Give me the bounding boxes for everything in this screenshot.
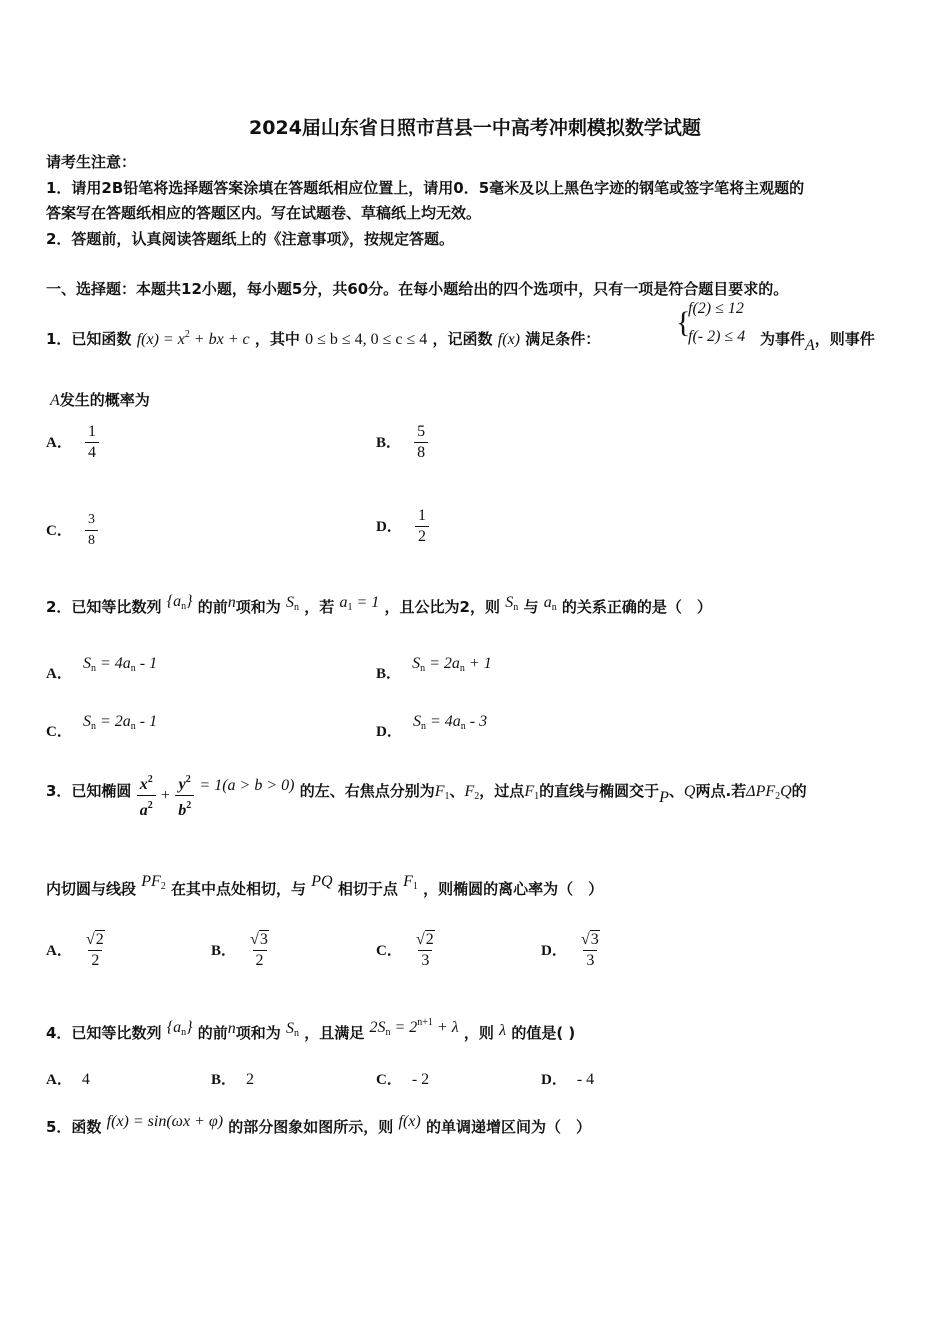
q1-tail: 为事件A，则事件 (760, 330, 875, 354)
q3-option-c[interactable]: C． $\frac{√2}{3}$ (376, 931, 434, 969)
q1-line-2: A发生的概率为 (50, 391, 150, 409)
q2-option-b[interactable]: B． $S_n = 2a_n + 1$ (376, 655, 492, 682)
q1-option-d[interactable]: D． $\frac{1}{2}$ (376, 506, 429, 547)
q3-option-d[interactable]: D． $\frac{√3}{3}$ (541, 931, 599, 969)
q2-option-d[interactable]: D． $S_n = 4a_n - 3$ (376, 713, 488, 740)
notice-heading: 请考生注意： (46, 153, 137, 171)
q4-option-a[interactable]: A． 4 (46, 1071, 90, 1088)
question-4: 4．已知等比数列 $\{a_n\}$ 的前n项和为 $S_n$ ，且满足 $2S_n = 2^{n+1} + \lambda$ ，则 λ 的值是( ) (46, 1017, 576, 1042)
q1-option-b[interactable]: B． $\frac{5}{8}$ (376, 422, 428, 463)
notice-line-2: 答案写在答题纸相应的答题区内。写在试题卷、草稿纸上均无效。 (46, 204, 482, 222)
q1-option-c[interactable]: C． $\frac{3}{8}$ (46, 510, 98, 551)
question-2: 2．已知等比数列 $\{a_n\}$ 的前n项和为 $S_n$ ，若 $a_1 = 1$ ，且公比为2，则 $S_n$ 与 $a_n$ 的关系正确的是（ ） (46, 593, 712, 616)
q3-line-2: 内切圆与线段 $PF_2$ 在其中点处相切，与 PQ 相切于点 $F_1$ ，则椭圆的离心率为（ ） (46, 873, 604, 898)
q1-text-1: 1．已知函数 (46, 330, 132, 348)
section-heading: 一、选择题：本题共12小题，每小题5分，共60分。在每小题给出的四个选项中，只有一项是符合题目要求的。 (46, 280, 789, 298)
notice-line-3: 2．答题前，认真阅读答题纸上的《注意事项》，按规定答题。 (46, 230, 454, 248)
q2-option-a[interactable]: A． $S_n = 4a_n - 1$ (46, 655, 158, 682)
page-title: 2024届山东省日照市莒县一中高考冲刺模拟数学试题 (249, 117, 701, 139)
question-1: 1．已知函数 $f(x) = x^2$ + bx + c ，其中 0 ≤ b ≤ 4, 0 ≤ c ≤ 4 ，记函数 f(x) 满足条件： (46, 329, 601, 348)
notice-line-1: 1．请用2B铅笔将选择题答案涂填在答题纸相应位置上，请用0．5毫米及以上黑色字迹的钢笔或签字笔将主观题的 (46, 179, 805, 197)
q4-option-d[interactable]: D． - 4 (541, 1071, 595, 1088)
question-3: 3．已知椭圆 $\frac{x^2}{a^2}$ + $\frac{y^2}{b^2}$ = 1(a > b > 0) 的左、右焦点分别为$F_1$、$F_2$，过点$F_1$的直线与椭圆交于P、Q两点.若$\Delta PF_2Q$的 (46, 774, 807, 819)
q3-option-a[interactable]: A． $\frac{√2}{2}$ (46, 931, 104, 969)
q4-option-b[interactable]: B． 2 (211, 1071, 255, 1088)
question-5: 5．函数 f(x) = sin(ωx + φ) 的部分图象如图所示，则 f(x) 的单调递增区间为（ ） (46, 1113, 591, 1136)
q1-function: $f(x) = x^2$ + bx + c (136, 329, 250, 348)
q1-range: 0 ≤ b ≤ 4, 0 ≤ c ≤ 4 (305, 331, 428, 348)
q3-option-b[interactable]: B． $\frac{√3}{2}$ (211, 931, 268, 969)
q2-option-c[interactable]: C． $S_n = 2a_n - 1$ (46, 713, 158, 740)
q4-option-c[interactable]: C． - 2 (376, 1071, 430, 1088)
q1-option-a[interactable]: A． $\frac{1}{4}$ (46, 422, 99, 463)
